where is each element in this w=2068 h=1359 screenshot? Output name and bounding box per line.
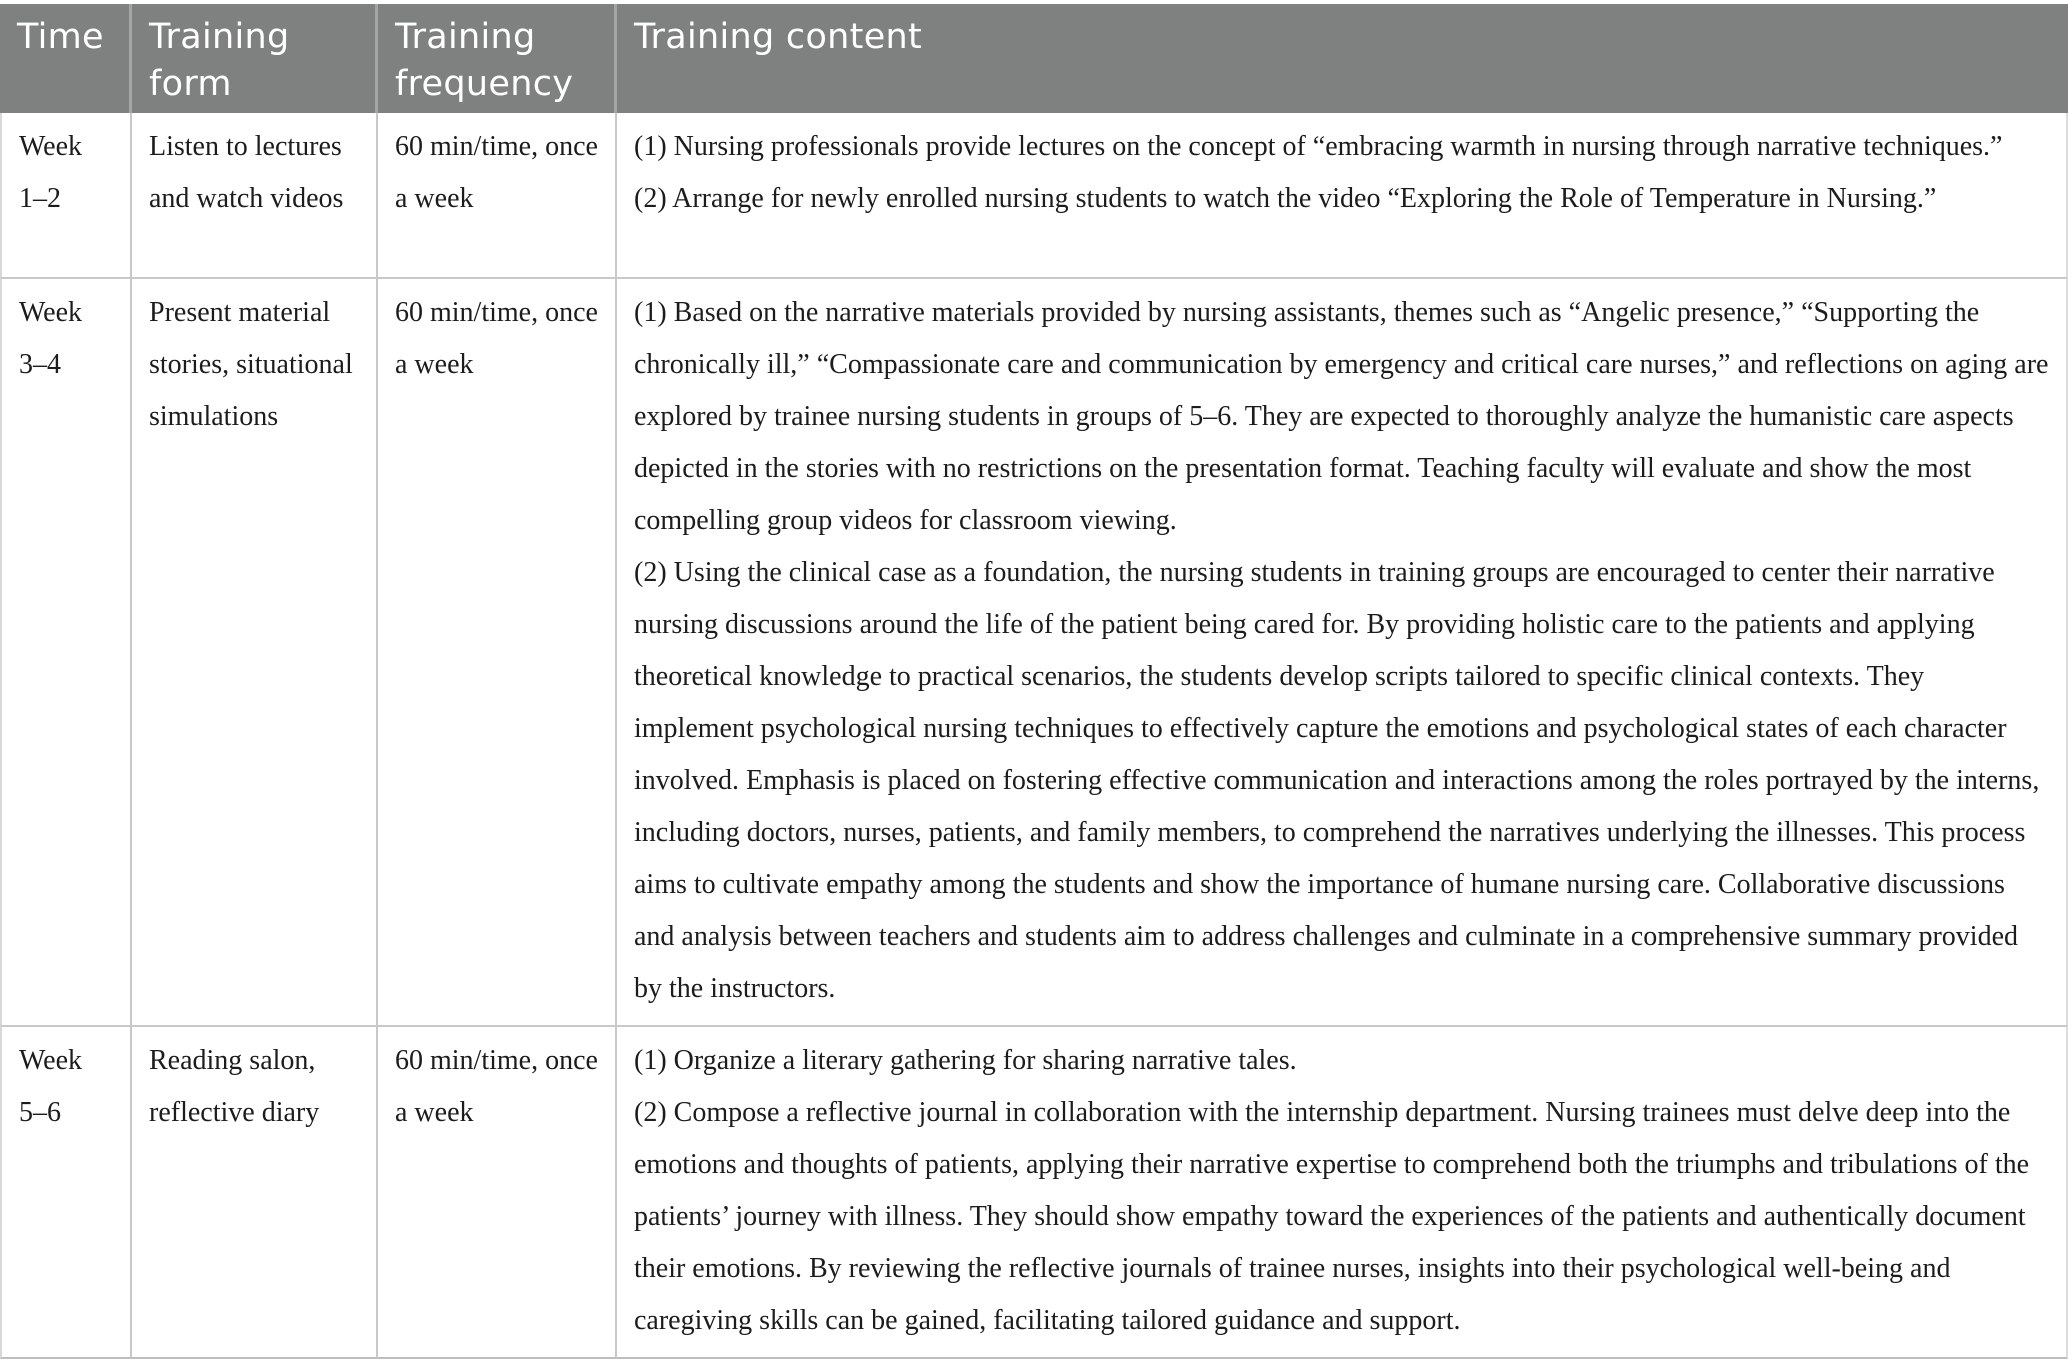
column-header-training-form: Training form bbox=[132, 4, 378, 113]
content-paragraph: (2) Arrange for newly enrolled nursing students to watch the video “Exploring the Role of Temperature in Nursing.” bbox=[634, 183, 1937, 214]
cell-time-week-3-4: Week 3–4 bbox=[0, 277, 132, 1025]
content-paragraph: (2) Using the clinical case as a foundation, the nursing students in training groups are encouraged to center their narrative nursing discussions around the life of the patient being cared for. By providing holistic care to the patients and applying theoretical knowledge to practical scenarios, the students develop scripts tailored to specific clinical contexts. They implement psychological nursing techniques to effectively capture the emotions and psychological states of each character involved. Emphasis is placed on fostering effective communication and interactions among the roles portrayed by the interns, including doctors, nurses, patients, and family members, to comprehend the narratives underlying the illnesses. This process aims to cultivate empathy among the students and show the importance of humane nursing care. Collaborative discussions and analysis between teachers and students aim to address challenges and culminate in a comprehensive summary provided by the instructors. bbox=[634, 557, 2040, 1004]
training-program-table bbox=[0, 4, 2068, 1359]
content-paragraph: (1) Based on the narrative materials provided by nursing assistants, themes such as “Angelic presence,” “Supporting the chronically ill,” “Compassionate care and communication by emergency and critical care nurses,” and reflections on aging are explored by trainee nursing students in groups of 5–6. They are expected to thoroughly analyze the humanistic care aspects depicted in the stories with no restrictions on the presentation format. Teaching faculty will evaluate and show the most compelling group videos for classroom viewing. bbox=[634, 297, 2049, 536]
table-grid bbox=[0, 4, 2068, 1359]
content-paragraph: (1) Nursing professionals provide lectures on the concept of “embracing warmth in nursing through narrative techniques.” bbox=[634, 131, 2003, 162]
cell-training-form: Listen to lectures and watch videos bbox=[132, 113, 378, 277]
content-paragraph: (2) Compose a reflective journal in collaboration with the internship department. Nursing trainees must delve deep into the emotions and thoughts of patients, applying their narrative expertise to comprehend both the triumphs and tribulations of the patients’ journey with illness. They should show empathy toward the experiences of the patients and authentically document their emotions. By reviewing the reflective journals of trainee nurses, insights into their psychological well-being and caregiving skills can be gained, facilitating tailored guidance and support. bbox=[634, 1097, 2030, 1336]
cell-training-content bbox=[617, 113, 2068, 277]
cell-training-content bbox=[617, 1025, 2068, 1359]
cell-training-frequency: 60 min/time, once a week bbox=[378, 1025, 617, 1359]
cell-training-frequency: 60 min/time, once a week bbox=[378, 277, 617, 1025]
content-paragraph: (1) Organize a literary gathering for sharing narrative tales. bbox=[634, 1045, 1297, 1076]
cell-training-form: Reading salon, reflective diary bbox=[132, 1025, 378, 1359]
cell-training-form: Present material stories, situational simulations bbox=[132, 277, 378, 1025]
column-header-training-frequency: Training frequency bbox=[378, 4, 617, 113]
cell-training-frequency: 60 min/time, once a week bbox=[378, 113, 617, 277]
column-header-training-content: Training content bbox=[617, 4, 2068, 113]
column-header-time: Time bbox=[0, 4, 132, 113]
cell-training-content bbox=[617, 277, 2068, 1025]
cell-time-week-5-6: Week 5–6 bbox=[0, 1025, 132, 1359]
cell-time-week-1-2: Week 1–2 bbox=[0, 113, 132, 277]
